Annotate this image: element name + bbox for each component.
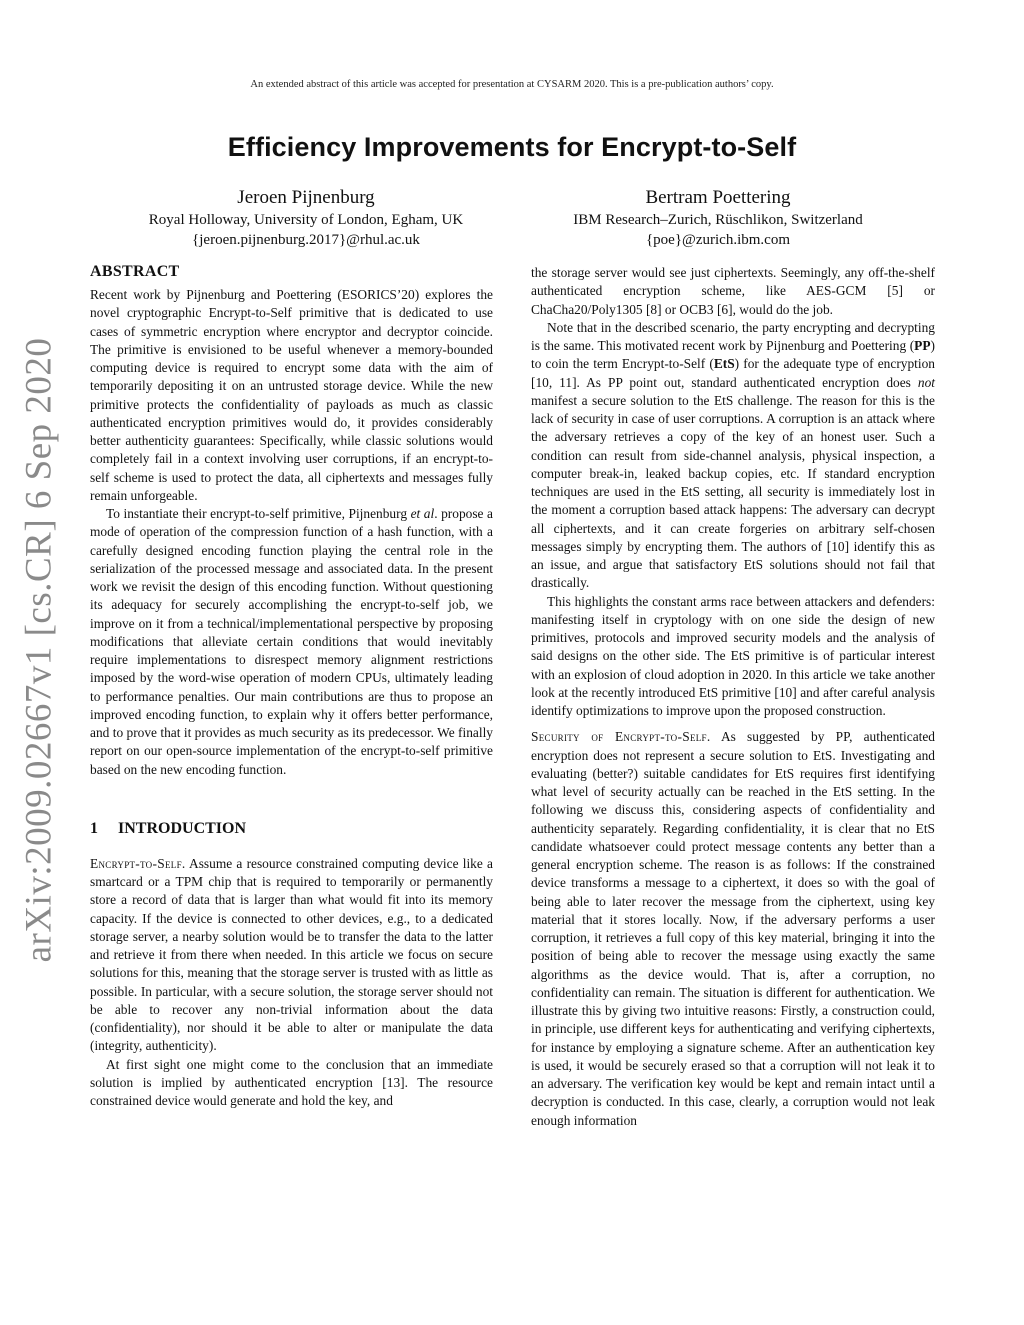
intro-paragraph-1 <box>90 855 493 1056</box>
intro-paragraph-2: At first sight one might come to the conclusion that an immediate solution is implied by authenticated encryption [13]. The resource constrained device would generate and hold the key, and <box>90 1056 493 1108</box>
intro-paragraph-5: This highlights the constant arms race between attackers and defenders: manifesting itself in cryptology with on one side the design of new primitives, protocols and improved security models and the analysis of said designs on the other side. The EtS primitive is of particular interest with an explosion of cloud adoption in 2020. In this article we take another look at the recently introduced EtS primitive [10] and after careful analysis identify optimizations to improve upon the proposed construction. <box>531 593 935 718</box>
intro-paragraph-6 <box>531 728 935 1130</box>
left-column <box>90 262 493 1110</box>
arxiv-stamp <box>10 337 68 963</box>
paragraph-label: Encrypt-to-Self. <box>90 855 186 871</box>
abstract-paragraph-2 <box>90 505 493 779</box>
paper-title: Efficiency Improvements for Encrypt-to-Self <box>227 132 797 162</box>
text-run: As suggested by PP, authenticated encryption does not represent a secure solution to EtS. Investigating and evaluating (better?) suitable candidates for EtS requires first identifying what level of security actually can be reached in the EtS setting. In the following we discuss this, considering aspects of confidentiality and authenticity separately. Regarding confidentiality, it is clear that no EtS candidate whatsoever could protect message contents any better than a general encryption scheme. The reason is as follows: If the constrained device transforms a message to a ciphertext, it does so with the goal of being able to later recover the message from the ciphertext, using key material that it stores locally. Now, if the adversary performs a user corruption, it retrieves a full copy of this key material, bringing it into the position of being able to recover the message using exactly the same algorithms as the device would. That is, after a corruption, no confidentiality can remain. The situation is different for authentication. We illustrate this by giving two intuitive reasons: Firstly, a construction could, in principle, use different keys for authenticating and verifying ciphertexts, for instance by employing a signature scheme. After an authentication key is used, it would be securely erased so that a corruption will not leak it to an adversary. The verification key would be kept and remain intact until a decryption is conducted. In this case, clearly, a corruption would not leak enough information <box>531 729 935 1128</box>
abstract-heading: ABSTRACT <box>90 263 180 280</box>
paragraph-label: Security of Encrypt-to-Self. <box>531 729 711 745</box>
section-number: 1 <box>90 819 98 837</box>
text-run: ) for the adequate type of encryption [10, 11]. As PP point out, standard authenticated encryption does <box>531 356 935 390</box>
emphasis: not <box>917 374 935 390</box>
text-run: To instantiate their encrypt-to-self primitive, Pijnenburg <box>106 506 411 521</box>
author-block-1 <box>66 186 546 250</box>
author-email: {jeroen.pijnenburg.2017}@rhul.ac.uk <box>192 232 420 248</box>
text-run: Assume a resource constrained computing device like a smartcard or a TPM chip that is required to temporarily or permanently store a record of data that is larger than what would fit into its memory capacity. If the device is connected to other devices, e.g., to a dedicated storage server, a nearby solution would be to transfer the data to the latter and retrieve it from there when needed. In this article we focus on secure solutions for this, meaning that the storage server is trusted with as little as possible. In particular, with a secure solution, the storage server should not be able to recover any non-trivial information about the data (confidentiality), nor should it be able to alter or manipulate the data (integrity, authenticity). <box>90 855 493 1054</box>
author-email: {poe}@zurich.ibm.com <box>645 232 790 248</box>
author-name: Jeroen Pijnenburg <box>237 187 375 208</box>
publication-notice: An extended abstract of this article was accepted for presentation at CYSARM 2020. This is a pre-publication authors’ copy. <box>250 79 774 90</box>
section-title: INTRODUCTION <box>118 819 247 837</box>
text-run: . propose a mode of operation of the compression function of a hash function, with a carefully designed encoding function playing the central role in the serialization of the processed message and associated data. In the present work we revisit the design of this encoding function. Without questioning its adequacy for securely accomplishing the encrypt-to-self job, we improve on it from a technical/implementational perspective by proposing modifications that alleviate certain conditions that would inevitably require implementations to disrespect memory alignment restrictions imposed by the word-wise operation of modern CPUs, ultimately leading to performance penalties. Our main contributions are thus to propose an improved encoding function, to explain why it offers better performance, and to prove that it provides as much security as its predecessor. We finally report on our open-source implementation of the encrypt-to-self primitive based on the new encoding function. <box>90 506 493 777</box>
emphasis: et al <box>410 506 435 521</box>
text-run: Note that in the described scenario, the party encrypting and decrypting is the same. This motivated recent work by Pijnenburg and Poettering ( <box>531 319 935 353</box>
author-name: Bertram Poettering <box>645 187 791 208</box>
section-heading-introduction <box>90 819 493 839</box>
intro-paragraph-4 <box>531 319 935 593</box>
abstract-paragraph-1: Recent work by Pijnenburg and Poettering (ESORICS’20) explores the novel cryptographic Encrypt-to-Self primitive that is dedicated to use cases of symmetric encryption where encryptor and decryptor coincide. The primitive is envisioned to be useful whenever a memory-bounded computing device is required to encrypt some data with the aim of temporarily depositing it on an untrusted storage device. While the new primitive protects the confidentiality of payloads as much as classic authenticated encryption primitives would do, it provides considerably better authenticity guarantees: Specifically, while classic solutions would completely fail in a context involving user corruptions, if an encrypt-to-self scheme is used to protect the data, all ciphertexts and messages fully remain unforgeable. <box>90 287 493 503</box>
text-run: manifest a secure solution to the EtS challenge. The reason for this is the lack of security in case of user corruptions. A corruption is an attack where the adversary retrieves a copy of the key of an honest user. Such a condition can result from side-channel analysis, physical inspection, a computer break-in, leaked backup copies, etc. If standard encryption techniques are used in the EtS setting, all security is immediately lost in the moment a corruption based attack happens: The adversary can decrypt all ciphertexts, and it can create forgeries on arbitrary self-chosen messages simply by encrypting them. The authors of [10] identify this as an issue, and argue that satisfactory EtS solutions should not fail that drastically. <box>531 392 935 591</box>
right-column <box>531 264 935 1130</box>
text-run: ) to coin the term Encrypt-to-Self ( <box>531 338 935 372</box>
arxiv-identifier: arXiv:2009.02667v1 [cs.CR] 6 Sep 2020 <box>18 337 60 963</box>
bold-term: PP <box>914 338 931 353</box>
author-affiliation: IBM Research–Zurich, Rüschlikon, Switzerland <box>573 212 863 228</box>
author-block-2 <box>478 186 958 250</box>
author-affiliation: Royal Holloway, University of London, Egham, UK <box>148 212 464 228</box>
intro-paragraph-3: the storage server would see just ciphertexts. Seemingly, any off-the-shelf authenticated encryption scheme, like AES-GCM [5] or ChaCha20/Poly1305 [8] or OCB3 [6], would do the job. <box>531 265 935 317</box>
bold-term: EtS <box>713 356 735 372</box>
